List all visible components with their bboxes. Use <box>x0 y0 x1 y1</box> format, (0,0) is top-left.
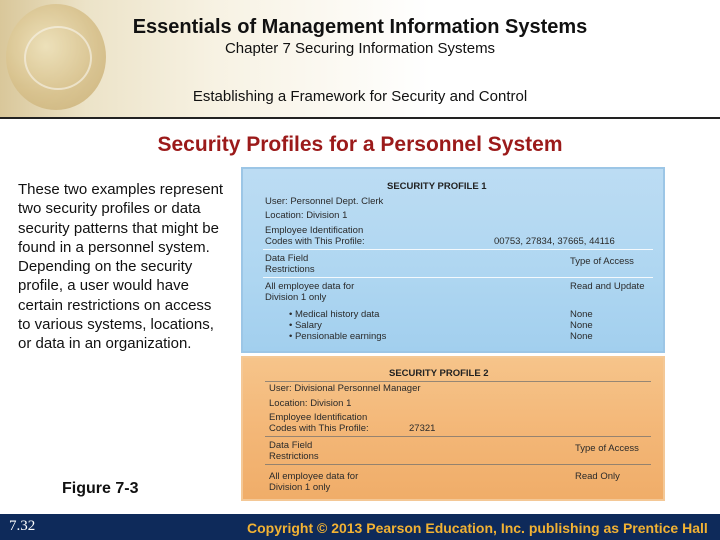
profile-heading: SECURITY PROFILE 1 <box>387 181 487 192</box>
restricted-field: • Salary <box>289 320 322 331</box>
slide-title: Security Profiles for a Personnel System <box>157 133 563 156</box>
restrictions-header: Restrictions <box>269 451 319 462</box>
all-employee-data-label: All employee data for <box>269 471 359 482</box>
type-of-access-header: Type of Access <box>570 256 634 267</box>
restrictions-header: Restrictions <box>265 264 315 275</box>
profile-divider <box>265 464 651 465</box>
division-only-label: Division 1 only <box>269 482 331 493</box>
data-field-header: Data Field <box>265 253 309 264</box>
header-divider <box>0 117 720 119</box>
slide-header <box>0 0 720 118</box>
profile-employee-id-label: Employee Identification <box>265 225 364 236</box>
access-level: None <box>570 331 593 342</box>
profile-location: Location: Division 1 <box>269 398 352 409</box>
section-title: Establishing a Framework for Security and Control <box>192 88 528 105</box>
profile-user: User: Personnel Dept. Clerk <box>265 196 384 207</box>
profile-codes-label: Codes with This Profile: <box>269 423 369 434</box>
type-of-access-header: Type of Access <box>575 443 639 454</box>
slide-number: 7.32 <box>9 518 36 534</box>
profile-codes: 00753, 27834, 37665, 44116 <box>494 236 615 247</box>
security-profile-1-panel <box>241 167 665 353</box>
slide-description: These two examples represent two security profiles or data security patterns that might be found in a personnel system. Depending on the security profile, a user would have certain restrictions on access to various systems, locations, or data in an organization. <box>18 181 224 353</box>
profile-codes-label: Codes with This Profile: <box>265 236 365 247</box>
profile-codes: 27321 <box>409 423 436 434</box>
copyright-notice: Copyright © 2013 Pearson Education, Inc. publishing as Prentice Hall <box>247 520 708 536</box>
profile-divider <box>263 277 653 278</box>
chapter-title: Chapter 7 Securing Information Systems <box>224 40 496 57</box>
access-level: None <box>570 320 593 331</box>
profile-divider <box>263 249 653 250</box>
profile-location: Location: Division 1 <box>265 210 348 221</box>
profile-user: User: Divisional Personnel Manager <box>269 383 421 394</box>
profile-divider <box>265 381 651 382</box>
profile-heading: SECURITY PROFILE 2 <box>389 368 489 379</box>
data-field-header: Data Field <box>269 440 313 451</box>
restricted-field: • Pensionable earnings <box>289 331 387 342</box>
book-title: Essentials of Management Information Systems <box>132 16 588 38</box>
restricted-field: • Medical history data <box>289 309 380 320</box>
access-level: None <box>570 309 593 320</box>
profile-divider <box>265 436 651 437</box>
profile-employee-id-label: Employee Identification <box>269 412 368 423</box>
security-profile-2-panel <box>241 356 665 501</box>
all-employee-data-label: All employee data for <box>265 281 355 292</box>
division-only-label: Division 1 only <box>265 292 327 303</box>
access-level: Read and Update <box>570 281 645 292</box>
figure-label: Figure 7-3 <box>62 480 139 497</box>
access-level: Read Only <box>575 471 620 482</box>
